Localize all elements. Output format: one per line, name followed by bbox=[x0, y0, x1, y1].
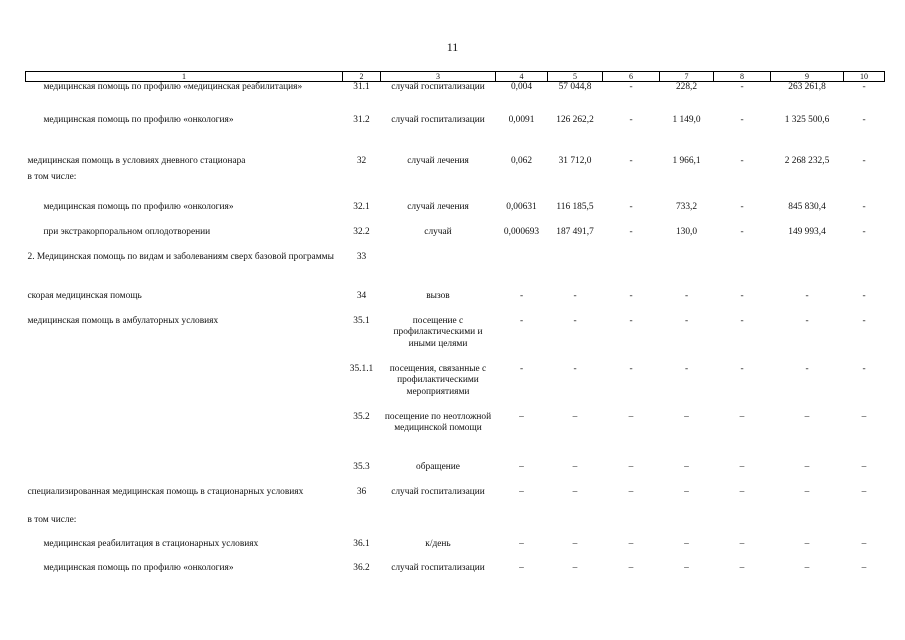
table-row bbox=[26, 462, 885, 487]
row-code: 35.3 bbox=[353, 461, 370, 472]
col-6-value bbox=[603, 172, 660, 202]
col-8-value: - bbox=[740, 226, 744, 237]
row-code bbox=[343, 172, 381, 202]
col-6-value: – bbox=[628, 411, 634, 422]
table-row bbox=[26, 82, 885, 115]
row-code: 32.1 bbox=[353, 201, 370, 212]
col-8-value: – bbox=[739, 562, 745, 573]
column-header: 6 bbox=[603, 72, 660, 82]
row-name: медицинская помощь по профилю «медицинская реабилитация» bbox=[43, 82, 303, 92]
row-name: медицинская помощь по профилю «онкология» bbox=[43, 201, 234, 212]
row-name: медицинская помощь по профилю «онкология» bbox=[43, 114, 234, 125]
col-9-value: - bbox=[805, 315, 809, 326]
col-9-value: – bbox=[804, 538, 810, 549]
col-9-value: – bbox=[804, 411, 810, 422]
col-4-value: 0,00631 bbox=[506, 201, 537, 212]
column-header: 3 bbox=[381, 72, 496, 82]
col-8-value: - bbox=[740, 82, 744, 92]
col-6-value: - bbox=[629, 82, 633, 92]
row-unit: посещение по неотложной медицинской помощи bbox=[384, 411, 492, 434]
column-header: 5 bbox=[548, 72, 603, 82]
col-9-value bbox=[771, 172, 844, 202]
row-code: 31.2 bbox=[353, 114, 370, 125]
col-10-value: - bbox=[862, 201, 866, 212]
column-header: 7 bbox=[660, 72, 714, 82]
col-9-value bbox=[771, 252, 844, 291]
col-4-value: - bbox=[519, 290, 524, 301]
col-5-value bbox=[548, 515, 603, 539]
row-name: скорая медицинская помощь bbox=[27, 290, 142, 301]
col-7-value: - bbox=[684, 315, 689, 326]
row-unit bbox=[381, 515, 496, 539]
col-10-value bbox=[844, 252, 885, 291]
col-8-value: – bbox=[739, 538, 745, 549]
col-10-value: - bbox=[862, 315, 866, 326]
col-4-value: – bbox=[519, 562, 524, 573]
table-row bbox=[26, 172, 885, 202]
table-row bbox=[26, 115, 885, 156]
col-6-value: – bbox=[628, 486, 634, 497]
col-4-value bbox=[496, 252, 548, 291]
col-7-value bbox=[660, 252, 714, 291]
col-8-value: - bbox=[740, 201, 744, 212]
row-code: 35.1.1 bbox=[349, 363, 374, 374]
col-7-value: - bbox=[684, 290, 689, 301]
col-10-value bbox=[844, 172, 885, 202]
col-6-value: - bbox=[629, 290, 633, 301]
col-5-value: – bbox=[572, 538, 578, 549]
row-unit: случай госпитализации bbox=[391, 486, 485, 497]
row-unit: вызов bbox=[426, 290, 450, 301]
table-row bbox=[26, 291, 885, 316]
row-name: медицинская реабилитация в стационарных условиях bbox=[43, 538, 259, 549]
col-5-value: - bbox=[573, 290, 577, 301]
col-5-value: – bbox=[572, 562, 578, 573]
col-10-value: - bbox=[862, 226, 866, 237]
col-10-value: - bbox=[862, 290, 866, 301]
row-code: 31.1 bbox=[353, 82, 370, 92]
row-code: 36 bbox=[356, 486, 367, 497]
row-code bbox=[343, 515, 381, 539]
col-7-value: – bbox=[684, 538, 689, 549]
row-unit: к/день bbox=[425, 538, 451, 549]
col-10-value: – bbox=[861, 538, 867, 549]
col-4-value: – bbox=[519, 461, 524, 472]
row-unit: случай bbox=[424, 226, 452, 237]
col-5-value: 57 044,8 bbox=[558, 82, 592, 92]
col-7-value: 130,0 bbox=[675, 226, 698, 237]
row-unit: случай лечения bbox=[407, 201, 469, 212]
col-9-value: – bbox=[804, 486, 810, 497]
col-4-value bbox=[496, 515, 548, 539]
row-unit: случай лечения bbox=[407, 155, 469, 166]
col-10-value: – bbox=[861, 461, 867, 472]
col-5-value bbox=[548, 172, 603, 202]
table-row bbox=[26, 364, 885, 412]
col-5-value: 187 491,7 bbox=[556, 226, 594, 237]
col-8-value bbox=[714, 252, 771, 291]
col-9-value: – bbox=[804, 461, 810, 472]
col-4-value bbox=[496, 172, 548, 202]
col-9-value: 263 261,8 bbox=[788, 82, 826, 92]
col-6-value: - bbox=[629, 315, 633, 326]
col-7-value: 228,2 bbox=[675, 82, 698, 92]
column-header: 4 bbox=[496, 72, 548, 82]
col-6-value: – bbox=[628, 538, 634, 549]
row-unit bbox=[381, 172, 496, 202]
col-6-value: - bbox=[629, 226, 633, 237]
col-10-value: – bbox=[861, 486, 867, 497]
row-code: 34 bbox=[356, 290, 367, 301]
col-7-value bbox=[660, 172, 714, 202]
col-5-value: 116 185,5 bbox=[556, 201, 594, 212]
col-5-value: – bbox=[572, 411, 578, 422]
table-row bbox=[26, 156, 885, 172]
col-8-value bbox=[714, 515, 771, 539]
col-6-value bbox=[603, 252, 660, 291]
row-name: медицинская помощь в амбулаторных условиях bbox=[27, 315, 219, 326]
col-10-value: - bbox=[862, 363, 866, 374]
col-5-value: - bbox=[573, 363, 577, 374]
table-row bbox=[26, 316, 885, 364]
col-9-value bbox=[771, 515, 844, 539]
col-4-value: – bbox=[519, 538, 524, 549]
column-header: 1 bbox=[26, 72, 343, 82]
col-8-value: – bbox=[739, 411, 745, 422]
table-row bbox=[26, 412, 885, 462]
col-4-value: 0,004 bbox=[510, 82, 533, 92]
col-6-value: – bbox=[628, 461, 634, 472]
col-7-value: – bbox=[684, 486, 689, 497]
col-4-value: – bbox=[519, 486, 524, 497]
col-7-value: 733,2 bbox=[675, 201, 698, 212]
col-8-value: - bbox=[740, 114, 744, 125]
col-10-value: - bbox=[862, 155, 866, 166]
row-name bbox=[26, 462, 343, 487]
col-9-value: - bbox=[805, 363, 809, 374]
column-number-header bbox=[26, 72, 885, 82]
row-name: медицинская помощь в условиях дневного стационара bbox=[27, 155, 246, 166]
row-name bbox=[26, 364, 343, 412]
col-9-value: - bbox=[805, 290, 809, 301]
col-6-value bbox=[603, 515, 660, 539]
col-4-value: 0,0091 bbox=[508, 114, 535, 125]
row-name: в том числе: bbox=[27, 171, 77, 182]
column-header: 10 bbox=[844, 72, 885, 82]
col-6-value: - bbox=[629, 363, 633, 374]
col-9-value: 1 325 500,6 bbox=[784, 114, 830, 125]
table-row bbox=[26, 515, 885, 539]
table-body bbox=[26, 82, 885, 591]
col-10-value: - bbox=[862, 114, 866, 125]
col-8-value bbox=[714, 172, 771, 202]
col-7-value: – bbox=[684, 461, 689, 472]
col-10-value: - bbox=[862, 82, 866, 92]
col-5-value: 31 712,0 bbox=[558, 155, 592, 166]
col-8-value: – bbox=[739, 461, 745, 472]
col-5-value: – bbox=[572, 461, 578, 472]
row-unit: случай госпитализации bbox=[391, 82, 485, 92]
col-9-value: 2 268 232,5 bbox=[784, 155, 830, 166]
table-row bbox=[26, 539, 885, 563]
column-header: 2 bbox=[343, 72, 381, 82]
col-8-value: - bbox=[740, 155, 744, 166]
col-10-value: – bbox=[861, 411, 867, 422]
col-8-value: – bbox=[739, 486, 745, 497]
col-5-value bbox=[548, 252, 603, 291]
row-name: при экстракорпоральном оплодотворении bbox=[43, 226, 211, 237]
col-6-value: - bbox=[629, 114, 633, 125]
row-name bbox=[26, 412, 343, 462]
col-6-value: – bbox=[628, 562, 634, 573]
row-name: медицинская помощь по профилю «онкология» bbox=[43, 562, 234, 573]
row-code: 32.2 bbox=[353, 226, 370, 237]
data-table bbox=[25, 71, 885, 591]
col-4-value: – bbox=[519, 411, 524, 422]
col-5-value: 126 262,2 bbox=[556, 114, 594, 125]
col-6-value: - bbox=[629, 201, 633, 212]
col-9-value: 845 830,4 bbox=[788, 201, 826, 212]
col-7-value: – bbox=[684, 411, 689, 422]
col-8-value: - bbox=[740, 290, 744, 301]
col-8-value: - bbox=[740, 363, 744, 374]
column-header: 9 bbox=[771, 72, 844, 82]
row-unit: обращение bbox=[416, 461, 460, 472]
column-header: 8 bbox=[714, 72, 771, 82]
row-unit bbox=[381, 252, 496, 291]
col-5-value: - bbox=[573, 315, 577, 326]
row-code: 35.2 bbox=[353, 411, 370, 422]
col-10-value bbox=[844, 515, 885, 539]
row-unit: посещения, связанные с профилактическими мероприятиями bbox=[389, 363, 487, 397]
col-7-value: 1 149,0 bbox=[672, 114, 701, 125]
row-code: 36.1 bbox=[353, 538, 370, 549]
row-unit: посещение с профилактическими и иными целями bbox=[393, 315, 483, 349]
col-4-value: - bbox=[519, 315, 524, 326]
col-6-value: - bbox=[629, 155, 633, 166]
row-code: 35.1 bbox=[353, 315, 370, 326]
row-name: 2. Медицинская помощь по видам и заболеваниям сверх базовой программы bbox=[27, 251, 334, 262]
col-4-value: - bbox=[519, 363, 524, 374]
row-name: в том числе: bbox=[27, 514, 77, 525]
row-code: 32 bbox=[356, 155, 367, 166]
col-9-value: – bbox=[804, 562, 810, 573]
table-row bbox=[26, 227, 885, 252]
row-code: 33 bbox=[356, 251, 367, 262]
row-code: 36.2 bbox=[353, 562, 370, 573]
col-7-value: - bbox=[684, 363, 689, 374]
row-unit: случай госпитализации bbox=[391, 114, 485, 125]
col-4-value: 0,000693 bbox=[503, 226, 540, 237]
table-row bbox=[26, 487, 885, 515]
row-name: специализированная медицинская помощь в стационарных условиях bbox=[27, 486, 304, 497]
col-5-value: – bbox=[572, 486, 578, 497]
col-10-value: – bbox=[861, 562, 867, 573]
table-row bbox=[26, 252, 885, 291]
col-7-value bbox=[660, 515, 714, 539]
col-4-value: 0,062 bbox=[510, 155, 533, 166]
col-7-value: – bbox=[684, 562, 689, 573]
col-9-value: 149 993,4 bbox=[788, 226, 826, 237]
col-7-value: 1 966,1 bbox=[672, 155, 701, 166]
page-number: 11 bbox=[446, 40, 459, 54]
row-unit: случай госпитализации bbox=[391, 562, 485, 573]
table-row bbox=[26, 563, 885, 591]
table-row bbox=[26, 202, 885, 227]
col-8-value: - bbox=[740, 315, 744, 326]
